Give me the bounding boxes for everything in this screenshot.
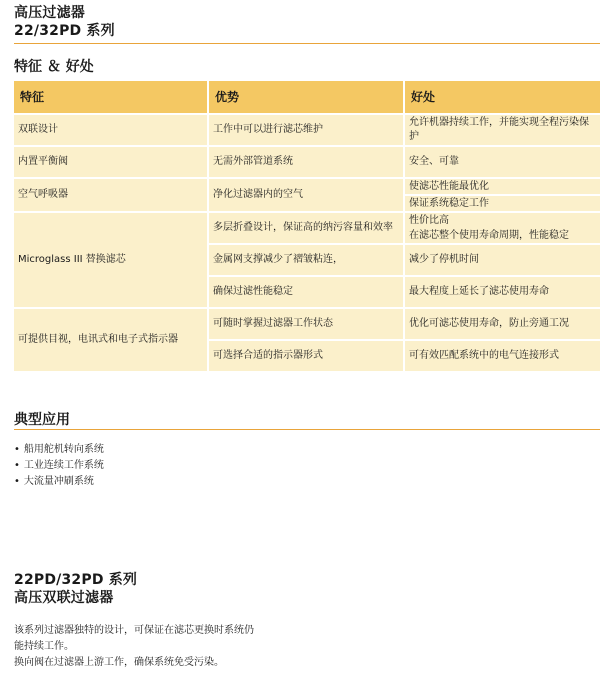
list-item: • 工业连续工作系统 [14,458,104,474]
benefit-line: 在滤芯整个使用寿命周期，性能稳定 [409,230,569,241]
benefit-cell: 减少了停机时间 [405,245,600,277]
feature-cell: 可提供目视，电讯式和电子式指示器 [14,309,209,373]
table-header-row [14,81,600,115]
table-row [14,213,600,245]
description-line: 能持续工作。 [14,641,74,652]
advantage-cell: 无需外部管道系统 [209,147,405,179]
benefit-line: 使滤芯性能最优化 [409,181,489,192]
feature-cell: 空气呼吸器 [14,179,209,213]
series-title-line-1: 22PD/32PD 系列 [14,572,138,588]
features-table [14,81,600,373]
benefit-line: 性价比高 [409,215,449,226]
advantage-cell: 确保过滤性能稳定 [209,277,405,309]
title-divider [14,43,600,44]
advantage-cell: 多层折叠设计，保证高的纳污容量和效率 [209,213,405,245]
applications-list [14,442,104,490]
list-item: • 船用舵机转向系统 [14,442,104,458]
description-line: 换向阀在过滤器上游工作，确保系统免受污染。 [14,657,224,668]
column-header-benefit: 好处 [405,81,600,115]
title-line-1: 高压过滤器 [14,5,85,21]
benefit-cell [405,213,600,245]
benefit-cell: 可有效匹配系统中的电气连接形式 [405,341,600,373]
series-description [14,623,314,671]
feature-cell: 双联设计 [14,115,209,147]
benefit-cell: 优化可滤芯使用寿命，防止旁通工况 [405,309,600,341]
advantage-cell: 净化过滤器内的空气 [209,179,405,213]
benefit-cell: 安全、可靠 [405,147,600,179]
benefit-cell [405,179,600,213]
applications-section-title: 典型应用 [14,412,70,428]
description-line: 该系列过滤器独特的设计，可保证在滤芯更换时系统仍 [14,625,254,636]
advantage-cell: 工作中可以进行滤芯维护 [209,115,405,147]
table-row [14,147,600,179]
advantage-cell: 金属网支撑减少了褶皱粘连， [209,245,405,277]
features-section-title: 特征 ＆ 好处 [14,59,94,75]
document-title [14,4,115,40]
list-item: • 大流量冲刷系统 [14,474,104,490]
title-line-2: 22/32PD 系列 [14,23,115,39]
table-row [14,179,600,213]
advantage-cell: 可随时掌握过滤器工作状态 [209,309,405,341]
series-title-line-2: 高压双联过滤器 [14,590,114,606]
feature-cell: Microglass III 替换滤芯 [14,213,209,309]
table-row [14,309,600,341]
advantage-cell: 可选择合适的指示器形式 [209,341,405,373]
column-header-feature: 特征 [14,81,209,115]
benefit-cell: 最大程度上延长了滤芯使用寿命 [405,277,600,309]
benefit-cell: 允许机器持续工作，并能实现全程污染保护 [405,115,600,147]
benefit-line: 保证系统稳定工作 [405,194,600,211]
column-header-advantage: 优势 [209,81,405,115]
table-row [14,115,600,147]
series-title [14,571,137,607]
feature-cell: 内置平衡阀 [14,147,209,179]
applications-divider [14,429,600,430]
